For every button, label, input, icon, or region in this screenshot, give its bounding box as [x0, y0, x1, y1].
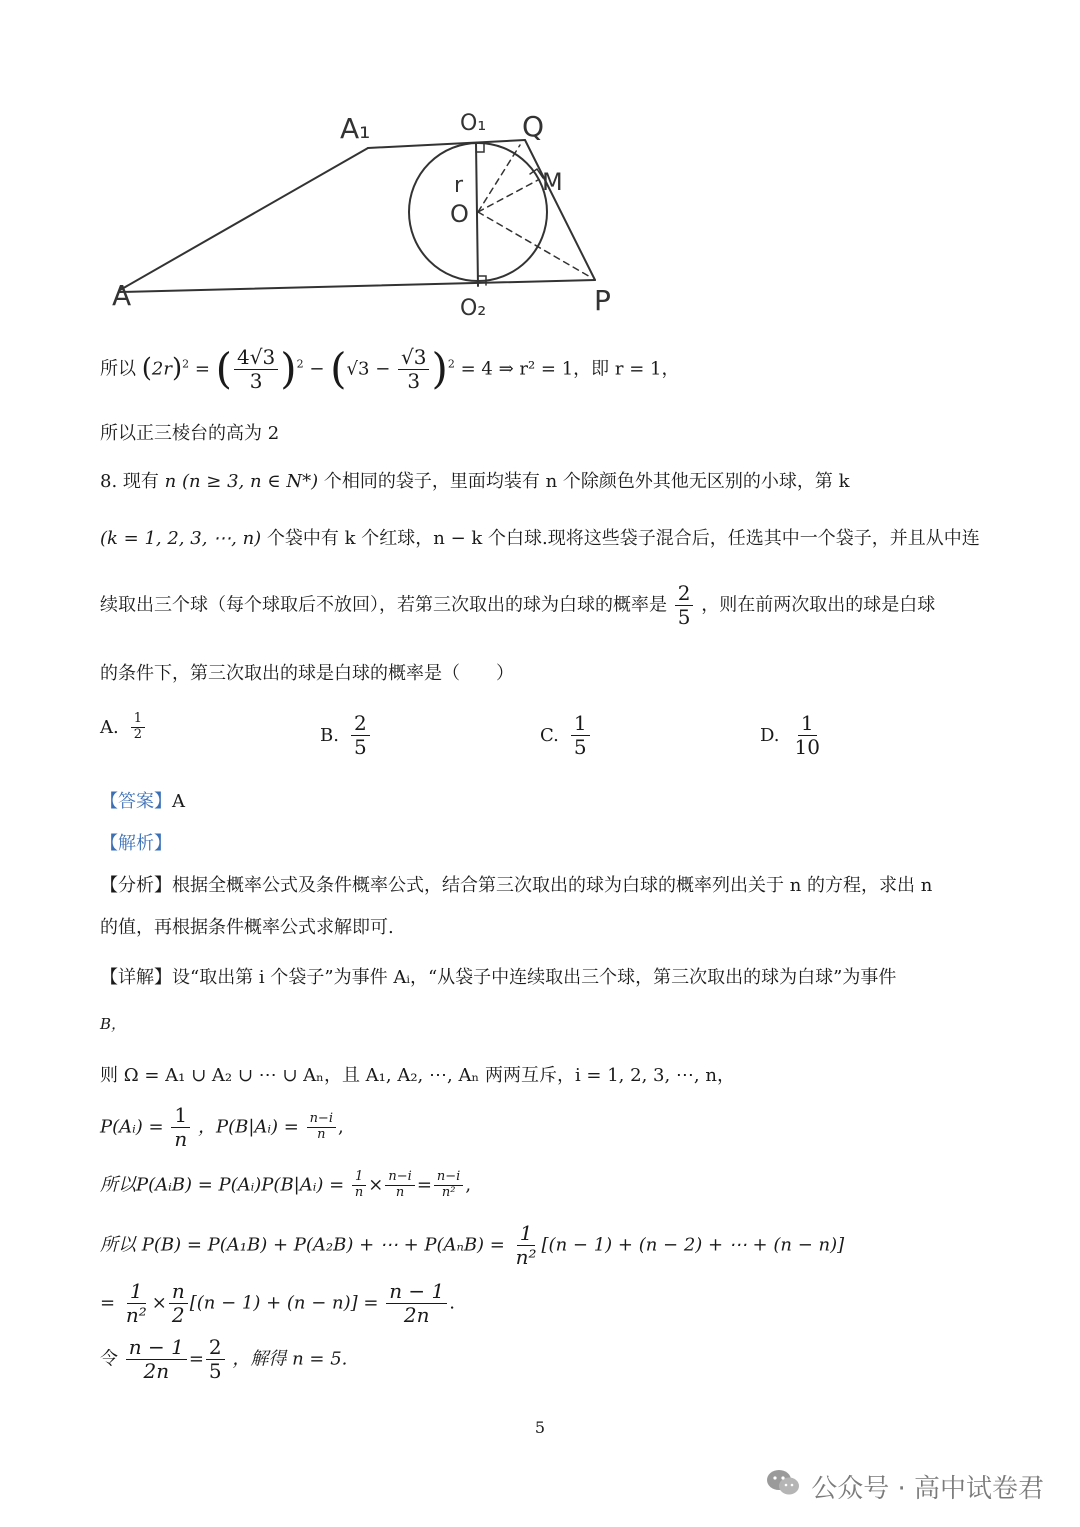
answer-value: A	[172, 791, 185, 812]
edge-a-p	[120, 280, 595, 292]
geometry-figure	[110, 100, 630, 330]
option-a[interactable]: A. $\frac{1}{2}$	[100, 712, 147, 743]
option-d[interactable]: D. $\frac{1}{10}$	[760, 711, 820, 759]
dashed-om	[478, 180, 538, 212]
label-o2: O₂	[460, 296, 487, 321]
event-b-line: B，	[100, 1015, 127, 1033]
analysis-tag: 【解析】	[100, 833, 172, 854]
question-8-line-4: 的条件下，第三次取出的球是白球的概率是（ ）	[100, 663, 514, 684]
wechat-icon	[765, 1468, 801, 1505]
watermark	[765, 1468, 1044, 1505]
label-a1: A₁	[340, 112, 371, 145]
xiangjie-line-1: 【详解】设“取出第 i 个袋子”为事件 Aᵢ，“从袋子中连续取出三个球，第三次取出的球为白球”为事件	[100, 967, 897, 988]
right-angle-o1	[476, 143, 484, 152]
equation-tail: = 4 ⇒ r² = 1，即 r = 1，	[460, 358, 680, 380]
option-c[interactable]: C. $\frac{1}{5}$	[540, 712, 592, 759]
label-o: O	[450, 200, 469, 228]
probability-b-line: 所以 P(B) = P(A₁B) + P(A₂B) + ⋯ + P(AₙB) = $\frac{1}{\text{n²}}$ [(n − 1) + (n − 2) + ⋯ + (n − n)]	[100, 1221, 845, 1269]
edge-a-a1	[120, 148, 368, 290]
equation-prefix: 所以	[100, 358, 136, 380]
fraction-sqrt3-over-3: $\frac{√3}{3}$	[398, 346, 429, 393]
probability-ai-line: P(Aᵢ) = $\frac{1}{n}$ ，P(B|Aᵢ) = $\frac{n-i}{n}$ ,	[100, 1103, 344, 1151]
page-number: 5	[534, 1418, 546, 1437]
omega-line: 则 Ω = A₁ ∪ A₂ ∪ ⋯ ∪ Aₙ，且 A₁, A₂, ⋯, Aₙ 两两互斥，i = 1, 2, 3, ⋯, n，	[100, 1065, 735, 1086]
label-a: A	[112, 279, 132, 312]
label-m: M	[542, 168, 563, 196]
fraction-two-fifths: $\frac{2}{5}$	[675, 582, 694, 629]
dashed-oq	[478, 145, 520, 212]
label-p: P	[594, 284, 611, 317]
watermark-text: 公众号 · 高中试卷君	[811, 1474, 1044, 1504]
height-statement: 所以正三棱台的高为 2	[100, 423, 280, 444]
question-8-line-2: (k = 1, 2, 3, ⋯, n) 个袋中有 k 个红球，n − k 个白球.现将这些袋子混合后，任选其中一个袋子，并且从中连	[100, 528, 980, 549]
question-8-line-3: 续取出三个球（每个球取后不放回），若第三次取出的球为白球的概率是 $\frac{2}{5}$ ，则在前两次取出的球是白球	[100, 581, 936, 629]
equation-radius: 所以 $(2r)^2$ = ( $\frac{4√3}{3}$ )$^2$ − (√3 − $\frac{√3}{3}$ )$^2$ = 4 ⇒ r² = 1，即 r = 1，	[100, 344, 680, 393]
fenxi-line-1: 【分析】根据全概率公式及条件概率公式，结合第三次取出的球为白球的概率列出关于 n 的方程，求出 n	[100, 875, 933, 896]
question-8-line-1: 8. 现有 n (n ≥ 3, n ∈ N*) 个相同的袋子，里面均装有 n 个除颜色外其他无区别的小球，第 k	[100, 471, 850, 492]
probability-aib-line: 所以P(AᵢB) = P(Aᵢ)P(B|Aᵢ) = $\frac{1}{n}$ × $\frac{n-i}{n}$ = $\frac{n-i}{\text{n²}}$ ,	[100, 1169, 472, 1200]
answer-tag: 【答案】	[100, 791, 172, 812]
dashed-op	[478, 212, 592, 278]
fraction-4sqrt3-over-3: $\frac{4√3}{3}$	[234, 346, 278, 393]
fenxi-line-2: 的值，再根据条件概率公式求解即可.	[100, 917, 394, 938]
answer-line	[100, 790, 185, 813]
label-q: Q	[522, 110, 545, 143]
option-b[interactable]: B. $\frac{2}{5}$	[320, 712, 372, 759]
simplification-line: = $\frac{1}{\text{n²}}$ × $\frac{n}{2}$ [(n − 1) + (n − n)] = $\frac{n - 1}{2n}$ .	[100, 1279, 455, 1327]
segment-o1-o2	[476, 143, 478, 286]
solve-line: 令 $\frac{n - 1}{2n}$ = $\frac{2}{5}$ ，解得 n = 5.	[100, 1335, 348, 1383]
label-o1: O₁	[460, 111, 487, 136]
label-r: r	[454, 173, 464, 198]
